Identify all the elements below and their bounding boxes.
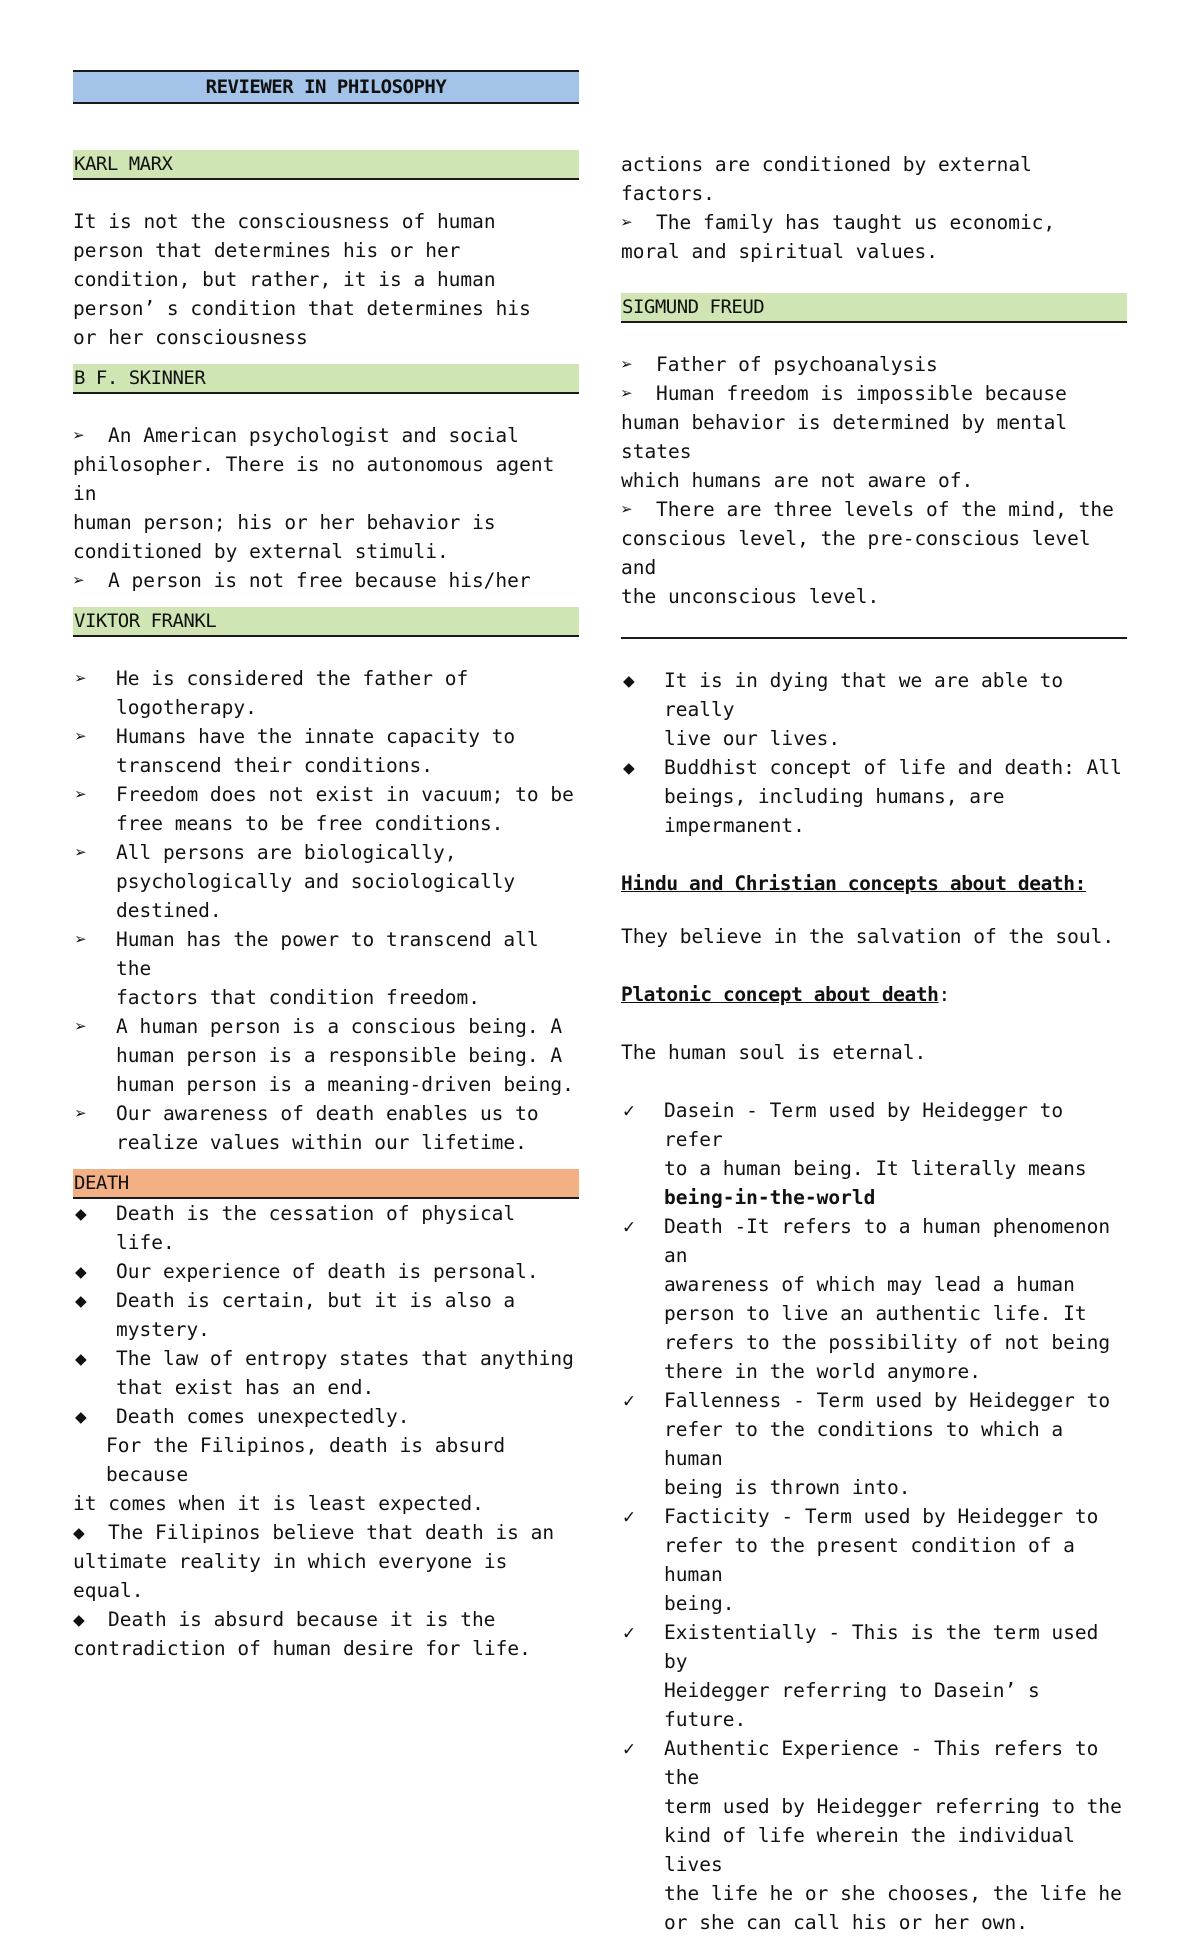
section-heading-karl-marx: KARL MARX (73, 150, 579, 180)
skinner-continued (621, 150, 1127, 266)
platonic-text: The human soul is eternal. (621, 1041, 927, 1064)
text-line: condition, but rather, it is a human (73, 268, 496, 291)
heidegger-list (621, 1096, 1127, 1937)
text-line: person that determines his or her (73, 239, 461, 262)
arrow-bullet-icon: ➢ (75, 1015, 87, 1038)
text-line: conditioned by external stimuli. (73, 540, 449, 563)
text-line: ultimate reality in which everyone is equal. (73, 1550, 508, 1602)
list-item: ✓ Fallenness - Term used by Heidegger to refer to the conditions to which a human being is thrown into. (621, 1386, 1127, 1502)
death-list (73, 1199, 579, 1431)
text-line: factors. (621, 182, 715, 205)
karl-marx-text (73, 207, 579, 352)
text-line: It is not the consciousness of human (73, 210, 496, 233)
arrow-bullet-icon: ➢ (75, 928, 87, 951)
arrow-bullet-icon: ➢ (75, 725, 87, 748)
list-item: ◆ Death comes unexpectedly. (73, 1402, 579, 1431)
list-item: ➢ Freedom does not exist in vacuum; to be free means to be free conditions. (73, 780, 579, 838)
arrow-bullet-icon: ➢ (621, 382, 633, 405)
diamond-bullet-icon: ◆ (73, 1608, 85, 1631)
list-item: ◆ Death is the cessation of physical life. (73, 1199, 579, 1257)
list-item: ✓ Existentially - This is the term used by Heidegger referring to Dasein’ s future. (621, 1618, 1127, 1734)
text-line: it comes when it is least expected. (73, 1492, 484, 1515)
text-line: human behavior is determined by mental states (621, 411, 1068, 463)
check-bullet-icon: ✓ (623, 1737, 635, 1760)
arrow-bullet-icon: ➢ (75, 783, 87, 806)
filipinos-text (73, 1431, 579, 1663)
platonic-heading: Platonic concept about death: (621, 983, 951, 1006)
list-item: ✓ Death -It refers to a human phenomenon an awareness of which may lead a human person to live an authentic life. It refers to the possibility of not being there in the world anymore. (621, 1212, 1127, 1386)
diamond-bullet-icon: ◆ (623, 756, 635, 779)
diamond-bullet-icon: ◆ (75, 1289, 87, 1312)
skinner-item (73, 421, 579, 595)
list-item: ➢ Humans have the innate capacity to transcend their conditions. (73, 722, 579, 780)
dying-list (621, 666, 1127, 840)
list-item: ➢ Human has the power to transcend all the factors that condition freedom. (73, 925, 579, 1012)
list-item: ◆ The law of entropy states that anything that exist has an end. (73, 1344, 579, 1402)
list-item: ◆ Our experience of death is personal. (73, 1257, 579, 1286)
diamond-bullet-icon: ◆ (75, 1347, 87, 1370)
section-heading-freud: SIGMUND FREUD (621, 293, 1127, 323)
list-item: ✓ Dasein - Term used by Heidegger to refer to a human being. It literally means being-in-the-world (621, 1096, 1127, 1212)
text-line: person’ s condition that determines his (73, 297, 531, 320)
text-line: or her consciousness (73, 326, 308, 349)
section-heading-skinner: B F. SKINNER (73, 364, 579, 394)
arrow-bullet-icon: ➢ (75, 1102, 87, 1125)
text-line: actions are conditioned by external (621, 153, 1032, 176)
hindu-christian-text: They believe in the salvation of the soul. (621, 925, 1115, 948)
list-item: ◆ Death is certain, but it is also a mystery. (73, 1286, 579, 1344)
section-heading-death: DEATH (73, 1169, 579, 1199)
check-bullet-icon: ✓ (623, 1505, 635, 1528)
arrow-bullet-icon: ➢ (73, 569, 85, 592)
text-line: ➢ A person is not free because his/her (73, 566, 579, 595)
diamond-bullet-icon: ◆ (75, 1405, 87, 1428)
section-heading-frankl: VIKTOR FRANKL (73, 607, 579, 637)
left-column (73, 70, 579, 1663)
text-line: human person; his or her behavior is (73, 511, 496, 534)
text-line: ➢ An American psychologist and social (73, 421, 579, 450)
text-line: philosopher. There is no autonomous agent in (73, 453, 555, 505)
hindu-christian-heading: Hindu and Christian concepts about death: (621, 872, 1086, 895)
diamond-bullet-icon: ◆ (75, 1260, 87, 1283)
list-item: ✓ Authentic Experience - This refers to the term used by Heidegger referring to the kind of life wherein the individual lives the life he or she chooses, the life he or she can call his or her own. (621, 1734, 1127, 1937)
text-line: ◆ Death is absurd because it is the (73, 1605, 579, 1634)
text-line: the unconscious level. (621, 585, 880, 608)
text-line: ➢ The family has taught us economic, (621, 208, 1127, 237)
list-item: ➢ He is considered the father of logotherapy. (73, 664, 579, 722)
arrow-bullet-icon: ➢ (621, 353, 633, 376)
text-line: which humans are not aware of. (621, 469, 974, 492)
check-bullet-icon: ✓ (623, 1099, 635, 1122)
frankl-list (73, 664, 579, 1157)
text-line: contradiction of human desire for life. (73, 1637, 531, 1660)
list-item: ◆ Buddhist concept of life and death: All beings, including humans, are impermanent. (621, 753, 1127, 840)
list-item: ➢ All persons are biologically, psychologically and sociologically destined. (73, 838, 579, 925)
text-line: ➢ Father of psychoanalysis (621, 350, 1127, 379)
diamond-bullet-icon: ◆ (623, 669, 635, 692)
arrow-bullet-icon: ➢ (621, 498, 633, 521)
diamond-bullet-icon: ◆ (75, 1202, 87, 1225)
text-line: moral and spiritual values. (621, 240, 938, 263)
arrow-bullet-icon: ➢ (75, 667, 87, 690)
freud-text (621, 350, 1127, 611)
text-line: For the Filipinos, death is absurd because (106, 1434, 506, 1486)
text-line: ➢ There are three levels of the mind, the (621, 495, 1127, 524)
arrow-bullet-icon: ➢ (621, 211, 633, 234)
text-line: ◆ The Filipinos believe that death is an (73, 1518, 579, 1547)
check-bullet-icon: ✓ (623, 1621, 635, 1644)
arrow-bullet-icon: ➢ (73, 424, 85, 447)
check-bullet-icon: ✓ (623, 1215, 635, 1238)
list-item: ➢ Our awareness of death enables us to realize values within our lifetime. (73, 1099, 579, 1157)
list-item: ✓ Facticity - Term used by Heidegger to refer to the present condition of a human being. (621, 1502, 1127, 1618)
list-item: ◆ It is in dying that we are able to really live our lives. (621, 666, 1127, 753)
text-line: ➢ Human freedom is impossible because (621, 379, 1127, 408)
arrow-bullet-icon: ➢ (75, 841, 87, 864)
text-line: conscious level, the pre-conscious level and (621, 527, 1091, 579)
diamond-bullet-icon: ◆ (73, 1521, 85, 1544)
check-bullet-icon: ✓ (623, 1389, 635, 1412)
list-item: ➢ A human person is a conscious being. A human person is a responsible being. A human person is a meaning-driven being. (73, 1012, 579, 1099)
right-column (621, 150, 1127, 1937)
page-title: REVIEWER IN PHILOSOPHY (73, 70, 579, 104)
